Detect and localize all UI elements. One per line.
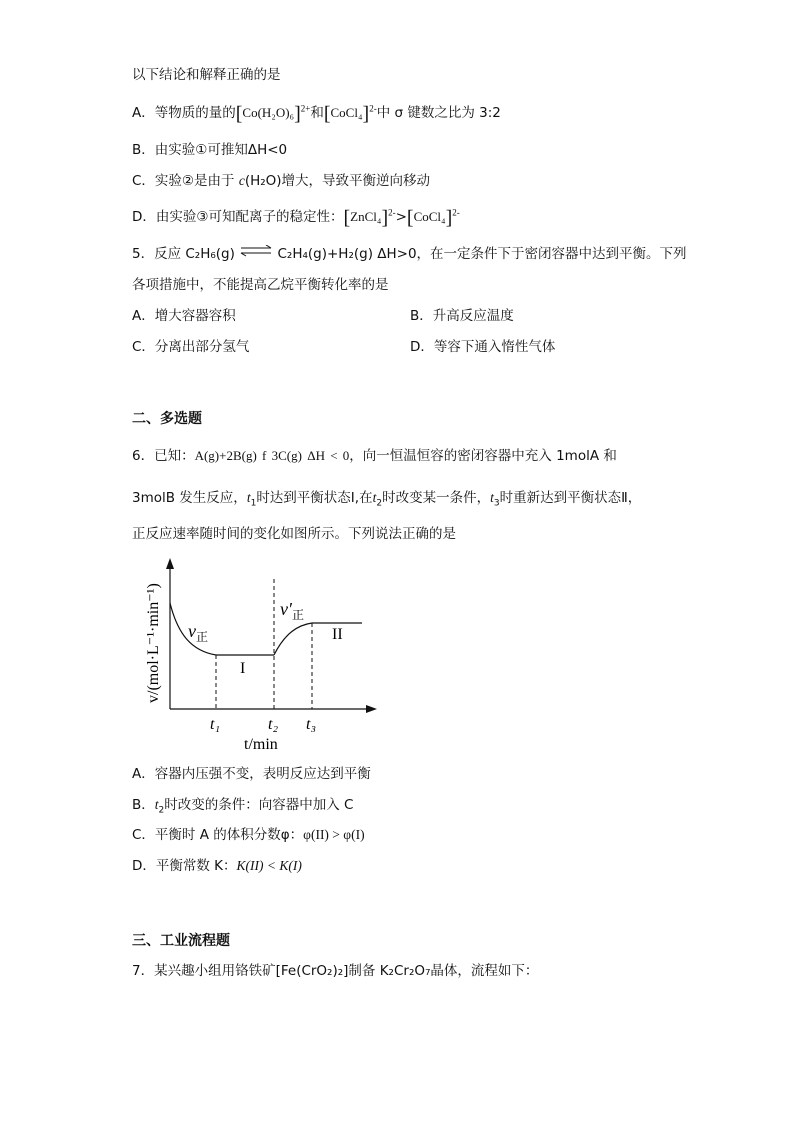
q5-option-a: A．增大容器容积 <box>132 308 236 324</box>
q4-stem: 以下结论和解释正确的是 <box>132 67 281 83</box>
rate-time-graph <box>140 555 400 755</box>
q5-option-d: D．等容下通入惰性气体 <box>410 339 556 355</box>
t1-tick-label: t₁ <box>210 716 221 733</box>
region-2-label: II <box>332 626 343 643</box>
q6-option-a: A．容器内压强不变，表明反应达到平衡 <box>132 766 371 782</box>
y-axis-label: v/(mol·L⁻¹·min⁻¹) <box>145 583 162 703</box>
section-heading-industrial-process: 三、工业流程题 <box>132 933 230 949</box>
q4-option-b: B．由实验①可推知ΔH<0 <box>132 142 288 158</box>
q4-option-a: A．等物质的量的$[Co(H_2O)_6]^{2+}$和[CoCl₄]$^{2-}$中 σ 键数之比为 3:2 <box>132 103 501 125</box>
q7-stem: 7．某兴趣小组用铬铁矿[Fe(CrO₂)₂]制备 K₂Cr₂O₇晶体，流程如下： <box>132 963 539 979</box>
q6-option-b: B．$t_2$时改变的条件：向容器中加入 C <box>132 797 354 816</box>
q4-option-d: D．由实验③可知配离子的稳定性：[ZnCl₄]$^{2-}$>[CoCl₄]$^{2-}$ <box>132 207 460 229</box>
q4-option-c: C．实验②是由于 c(H₂O)增大，导致平衡逆向移动 <box>132 173 431 189</box>
q6-stem-line2: 3molB 发生反应，$t_1$时达到平衡状态Ⅰ,在$t_2$时改变某一条件，$t_3$时重新达到平衡状态Ⅱ， <box>132 490 642 509</box>
y-axis-arrow-icon <box>166 558 174 569</box>
x-axis-label: t/min <box>244 736 278 753</box>
region-1-label: I <box>240 660 246 677</box>
v-forward-label: $v_正$ <box>188 621 209 644</box>
q5-stem-line1: 5．反应 C₂H₆(g) C₂H₄(g)+H₂(g) ΔH>0，在一定条件下于密闭容器中达到平衡。下列 <box>132 246 687 262</box>
q5-option-b: B．升高反应温度 <box>410 308 514 324</box>
section-heading-multi-choice: 二、多选题 <box>132 411 202 427</box>
q5-option-c: C．分离出部分氢气 <box>132 339 250 355</box>
x-axis-arrow-icon <box>366 705 377 713</box>
q5-stem-line2: 各项措施中，不能提高乙烷平衡转化率的是 <box>132 277 389 293</box>
q6-option-c: C．平衡时 A 的体积分数φ：φ(II) > φ(I) <box>132 827 365 843</box>
v-forward-prime-label: $v'_正$ <box>280 599 304 622</box>
q6-stem-line1: 6．已知：A(g)+2B(g) f 3C(g) ΔH < 0，向一恒温恒容的密闭容器中充入 1molA 和 <box>132 448 617 464</box>
t2-tick-label: t₂ <box>268 716 279 733</box>
equilibrium-arrow-icon <box>239 245 273 257</box>
q6-stem-line3: 正反应速率随时间的变化如图所示。下列说法正确的是 <box>132 526 456 542</box>
rate-curve-after-change <box>274 623 312 655</box>
q6-option-d: D．平衡常数 K：K(II) < K(I) <box>132 858 302 874</box>
t3-tick-label: t₃ <box>306 716 317 733</box>
